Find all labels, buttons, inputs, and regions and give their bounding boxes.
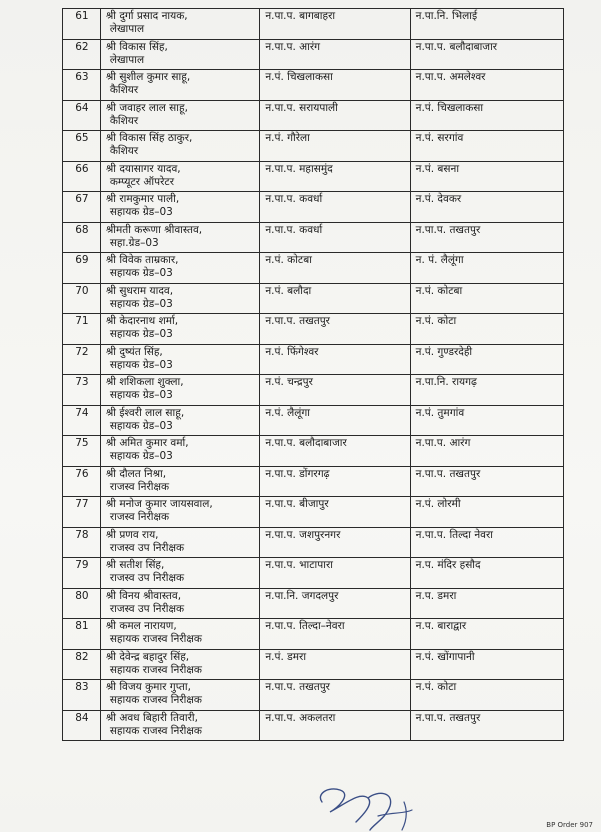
- new-posting: न.पा.प. तखतपुर: [410, 710, 563, 741]
- employee-designation: कैशियर: [109, 84, 139, 96]
- employee-name: श्री दयासागर यादव,: [105, 162, 181, 175]
- employee-designation: सहायक ग्रेड–03: [109, 206, 173, 218]
- current-posting: न.पा.प. भाटापारा: [260, 558, 410, 589]
- employee-cell: [100, 222, 260, 253]
- new-posting: न.पं. बसना: [410, 161, 563, 192]
- new-posting: न.पं. देवकर: [410, 192, 563, 223]
- new-posting: न.प. बाराद्वार: [410, 619, 563, 650]
- current-posting: न.पा.प. तखतपुर: [260, 314, 410, 345]
- employee-name: श्री विकास सिंह ठाकुर,: [105, 132, 193, 144]
- table-row: [63, 680, 564, 711]
- current-posting: न.पा.प. बागबाहरा: [260, 9, 410, 40]
- employee-name: श्री केदारनाथ शर्मा,: [105, 315, 179, 327]
- serial-number: 82: [63, 649, 101, 680]
- serial-number: 62: [63, 39, 101, 70]
- employee-designation: सहायक ग्रेड–03: [109, 328, 173, 340]
- serial-number: 69: [63, 253, 101, 284]
- serial-number: 63: [63, 70, 101, 101]
- current-posting: न.पा.प. जशपुरनगर: [260, 527, 410, 558]
- employee-cell: [100, 131, 260, 162]
- employee-designation: सहायक राजस्व निरीक्षक: [109, 724, 202, 737]
- table-row: [63, 314, 564, 345]
- employee-designation: सहायक राजस्व निरीक्षक: [109, 633, 202, 645]
- employee-name: श्री जवाहर लाल साहू,: [105, 101, 188, 114]
- table-row: [63, 497, 564, 528]
- employee-name: श्री सतीश सिंह,: [105, 559, 165, 571]
- table-row: [63, 283, 564, 314]
- serial-number: 66: [63, 161, 101, 192]
- employee-name: श्री विवेक ताम्रकार,: [105, 254, 179, 266]
- employee-name: श्री ईश्वरी लाल साहू,: [105, 406, 185, 419]
- employee-designation: सहा.ग्रेड–03: [109, 236, 159, 249]
- serial-number: 74: [63, 405, 101, 436]
- current-posting: न.पं. गौरेला: [260, 131, 410, 162]
- new-posting: न.पं. लोरमी: [410, 497, 563, 528]
- serial-number: 76: [63, 466, 101, 497]
- table-row: [63, 192, 564, 223]
- serial-number: 81: [63, 619, 101, 650]
- employee-name: श्री रामकुमार पाली,: [105, 193, 180, 205]
- employee-name: श्री अमित कुमार वर्मा,: [105, 437, 189, 449]
- employee-name: श्री सुधराम यादव,: [105, 284, 174, 297]
- employee-designation: सहायक ग्रेड–03: [109, 358, 173, 371]
- employee-designation: लेखापाल: [109, 53, 145, 66]
- employee-designation: राजस्व उप निरीक्षक: [109, 541, 185, 554]
- employee-designation: सहायक ग्रेड–03: [109, 389, 173, 401]
- employee-name: श्री विकास सिंह,: [105, 40, 168, 53]
- employee-cell: [100, 710, 260, 741]
- new-posting: न.पं. कोटा: [410, 314, 563, 345]
- employee-cell: [100, 375, 260, 406]
- current-posting: न.पा.नि. जगदलपुर: [260, 588, 410, 619]
- table-body: [63, 9, 564, 741]
- employee-designation: सहायक राजस्व निरीक्षक: [109, 694, 202, 706]
- new-posting: न.पा.प. तखतपुर: [410, 466, 563, 497]
- new-posting: न. पं. लैलूंगा: [410, 253, 563, 284]
- table-row: [63, 253, 564, 284]
- serial-number: 68: [63, 222, 101, 253]
- employee-cell: [100, 527, 260, 558]
- new-posting: न.पा.नि. रायगढ़: [410, 375, 563, 406]
- current-posting: न.पं. फिंगेश्वर: [260, 344, 410, 375]
- current-posting: न.पं. चन्द्रपुर: [260, 375, 410, 406]
- employee-designation: सहायक ग्रेड–03: [109, 450, 173, 462]
- current-posting: न.पं. कोटबा: [260, 253, 410, 284]
- transfer-order-table: [62, 8, 564, 741]
- employee-name: श्री देवेन्द्र बहादुर सिंह,: [105, 650, 190, 663]
- new-posting: न.पं. सरगांव: [410, 131, 563, 162]
- serial-number: 61: [63, 9, 101, 40]
- employee-cell: [100, 192, 260, 223]
- employee-name: श्री दौलत निश्रा,: [105, 467, 167, 480]
- table-row: [63, 710, 564, 741]
- employee-designation: राजस्व निरीक्षक: [109, 480, 170, 493]
- serial-number: 83: [63, 680, 101, 711]
- employee-cell: [100, 253, 260, 284]
- employee-designation: कम्प्यूटर ऑपरेटर: [109, 175, 175, 188]
- employee-designation: सहायक ग्रेड–03: [109, 297, 173, 310]
- footer-order-number: BP Order 907: [546, 821, 593, 829]
- table-row: [63, 161, 564, 192]
- current-posting: न.पं. लैलूंगा: [260, 405, 410, 436]
- employee-name: श्री मनोज कुमार जायसवाल,: [105, 498, 213, 510]
- employee-designation: राजस्व उप निरीक्षक: [109, 572, 185, 584]
- table-row: [63, 405, 564, 436]
- table-row: [63, 588, 564, 619]
- employee-cell: [100, 100, 260, 131]
- employee-name: श्री विनय श्रीवास्तव,: [105, 589, 182, 602]
- employee-name: श्री प्रणव राय,: [105, 528, 159, 541]
- new-posting: न.प. डमरा: [410, 588, 563, 619]
- table-row: [63, 649, 564, 680]
- table-row: [63, 344, 564, 375]
- serial-number: 71: [63, 314, 101, 345]
- employee-cell: [100, 9, 260, 40]
- employee-cell: [100, 344, 260, 375]
- current-posting: न.पं. बलौदा: [260, 283, 410, 314]
- employee-name: श्री अवध बिहारी तिवारी,: [105, 711, 198, 724]
- serial-number: 77: [63, 497, 101, 528]
- serial-number: 84: [63, 710, 101, 741]
- new-posting: न.पं. खोंगापानी: [410, 649, 563, 680]
- current-posting: न.पं. डमरा: [260, 649, 410, 680]
- current-posting: न.पा.प. तिल्दा–नेवरा: [260, 619, 410, 650]
- serial-number: 78: [63, 527, 101, 558]
- employee-cell: [100, 497, 260, 528]
- table-row: [63, 131, 564, 162]
- table-row: [63, 9, 564, 40]
- new-posting: न.प. मंदिर हसौद: [410, 558, 563, 589]
- current-posting: न.पा.प. कवर्धा: [260, 192, 410, 223]
- employee-cell: [100, 680, 260, 711]
- employee-name: श्री सुशील कुमार साहू,: [105, 71, 191, 83]
- employee-name: श्री शशिकला शुक्ला,: [105, 376, 184, 388]
- employee-designation: राजस्व निरीक्षक: [109, 511, 170, 523]
- employee-cell: [100, 436, 260, 467]
- employee-cell: [100, 161, 260, 192]
- current-posting: न.पा.प. कवर्धा: [260, 222, 410, 253]
- current-posting: न.पा.प. सरायपाली: [260, 100, 410, 131]
- employee-cell: [100, 314, 260, 345]
- employee-name: श्री विजय कुमार गुप्ता,: [105, 681, 191, 693]
- new-posting: न.पा.नि. भिलाई: [410, 9, 563, 40]
- employee-designation: लेखापाल: [109, 23, 145, 35]
- serial-number: 70: [63, 283, 101, 314]
- new-posting: न.पं. कोटा: [410, 680, 563, 711]
- serial-number: 75: [63, 436, 101, 467]
- serial-number: 72: [63, 344, 101, 375]
- employee-designation: सहायक ग्रेड–03: [109, 419, 173, 432]
- table-row: [63, 436, 564, 467]
- employee-cell: [100, 405, 260, 436]
- employee-cell: [100, 39, 260, 70]
- new-posting: न.पा.प. बलौदाबाजार: [410, 39, 563, 70]
- employee-name: श्री कमल नारायण,: [105, 620, 177, 632]
- employee-cell: [100, 619, 260, 650]
- current-posting: न.पा.प. अकलतरा: [260, 710, 410, 741]
- employee-designation: कैशियर: [109, 145, 139, 157]
- current-posting: न.पं. चिखलाकसा: [260, 70, 410, 101]
- current-posting: न.पा.प. तखतपुर: [260, 680, 410, 711]
- new-posting: न.पं. गुण्डरदेही: [410, 344, 563, 375]
- serial-number: 80: [63, 588, 101, 619]
- table-row: [63, 222, 564, 253]
- employee-name: श्री दुष्यंत सिंह,: [105, 345, 163, 358]
- serial-number: 73: [63, 375, 101, 406]
- employee-designation: राजस्व उप निरीक्षक: [109, 602, 185, 615]
- serial-number: 64: [63, 100, 101, 131]
- employee-cell: [100, 70, 260, 101]
- current-posting: न.पा.प. आरंग: [260, 39, 410, 70]
- table-row: [63, 39, 564, 70]
- signature: [308, 772, 458, 832]
- current-posting: न.पा.प. बलौदाबाजार: [260, 436, 410, 467]
- current-posting: न.पा.प. बीजापुर: [260, 497, 410, 528]
- employee-name: श्री दुर्गा प्रसाद नायक,: [105, 10, 188, 22]
- new-posting: न.पा.प. तिल्दा नेवरा: [410, 527, 563, 558]
- table-row: [63, 70, 564, 101]
- new-posting: न.पा.प. तखतपुर: [410, 222, 563, 253]
- table-row: [63, 466, 564, 497]
- employee-designation: कैशियर: [109, 114, 139, 127]
- new-posting: न.पं. तुमगांव: [410, 405, 563, 436]
- employee-designation: सहायक ग्रेड–03: [109, 267, 173, 279]
- employee-cell: [100, 588, 260, 619]
- employee-cell: [100, 558, 260, 589]
- serial-number: 67: [63, 192, 101, 223]
- employee-cell: [100, 649, 260, 680]
- current-posting: न.पा.प. डोंगरगढ़: [260, 466, 410, 497]
- employee-name: श्रीमती करूणा श्रीवास्तव,: [105, 223, 203, 236]
- new-posting: न.पं. कोटबा: [410, 283, 563, 314]
- table-row: [63, 558, 564, 589]
- employee-cell: [100, 283, 260, 314]
- current-posting: न.पा.प. महासमुंद: [260, 161, 410, 192]
- employee-designation: सहायक राजस्व निरीक्षक: [109, 663, 202, 676]
- new-posting: न.पा.प. अमलेश्वर: [410, 70, 563, 101]
- new-posting: न.पं. चिखलाकसा: [410, 100, 563, 131]
- new-posting: न.पा.प. आरंग: [410, 436, 563, 467]
- table-row: [63, 619, 564, 650]
- serial-number: 65: [63, 131, 101, 162]
- employee-cell: [100, 466, 260, 497]
- table-row: [63, 375, 564, 406]
- table-row: [63, 100, 564, 131]
- table-row: [63, 527, 564, 558]
- serial-number: 79: [63, 558, 101, 589]
